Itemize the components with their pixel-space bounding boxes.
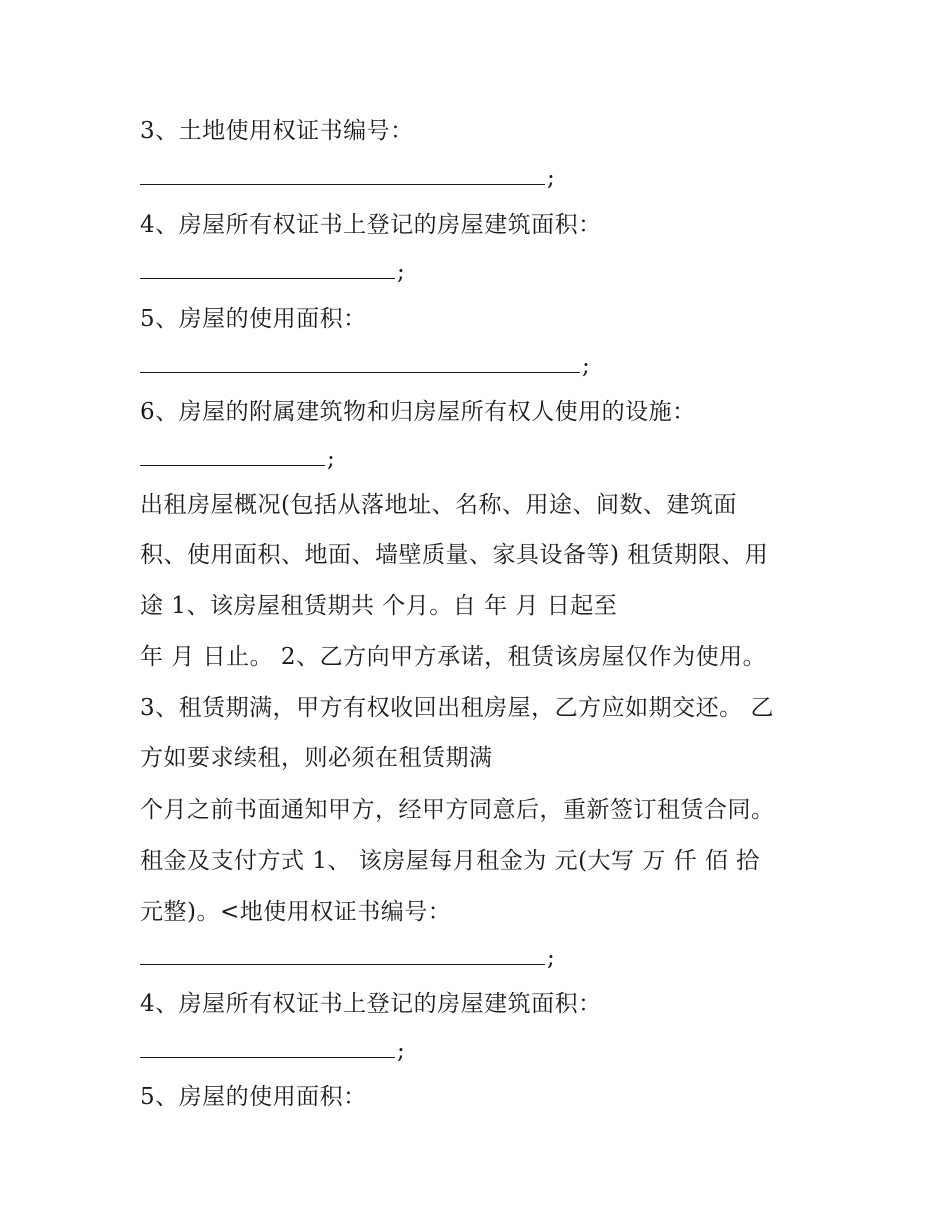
fill-in-blank-line xyxy=(140,942,555,973)
text-line: 6、房屋的附属建筑物和归房屋所有权人使用的设施： xyxy=(140,399,696,425)
paragraph-line: 积、使用面积、地面、墙壁质量、家具设备等) 租赁期限、用 xyxy=(140,542,769,568)
blank-underline xyxy=(140,256,395,279)
punctuation: ; xyxy=(397,1038,406,1064)
paragraph-line: 方如要求续租，则必须在租赁期满 xyxy=(140,745,493,771)
text-line: 5、房屋的使用面积： xyxy=(140,1084,367,1110)
fill-in-blank-line xyxy=(140,256,405,287)
paragraph-line: 途 1、该房屋租赁期共 个月。自 年 月 日起至 xyxy=(140,593,618,619)
blank-underline xyxy=(140,350,580,373)
punctuation: ; xyxy=(327,446,336,472)
blank-underline xyxy=(140,443,325,466)
paragraph-line: 个月之前书面通知甲方，经甲方同意后，重新签订租赁合同。 xyxy=(140,797,775,823)
paragraph-line: 出租房屋概况(包括从落地址、名称、用途、间数、建筑面 xyxy=(140,492,737,518)
text-line: 4、房屋所有权证书上登记的房屋建筑面积： xyxy=(140,212,602,238)
fill-in-blank-line xyxy=(140,1035,405,1066)
punctuation: ; xyxy=(547,165,556,191)
text-line: 3、土地使用权证书编号： xyxy=(140,118,414,144)
punctuation: ; xyxy=(397,259,406,285)
fill-in-blank-line xyxy=(140,443,335,474)
paragraph-line: 年 月 日止。 2、乙方向甲方承诺，租赁该房屋仅作为使用。 xyxy=(140,644,767,670)
paragraph-line: 租金及支付方式 1、 该房屋每月租金为 元(大写 万 仟 佰 拾 xyxy=(140,848,760,874)
punctuation: ; xyxy=(547,945,556,971)
paragraph-line: 3、租赁期满，甲方有权收回出租房屋，乙方应如期交还。 乙 xyxy=(140,695,774,721)
text-line: 4、房屋所有权证书上登记的房屋建筑面积： xyxy=(140,991,602,1017)
fill-in-blank-line xyxy=(140,162,555,193)
blank-underline xyxy=(140,162,545,185)
blank-underline xyxy=(140,1035,395,1058)
punctuation: ; xyxy=(582,353,591,379)
blank-underline xyxy=(140,942,545,965)
fill-in-blank-line xyxy=(140,350,590,381)
text-line: 5、房屋的使用面积： xyxy=(140,306,367,332)
paragraph-line: 元整)。<地使用权证书编号： xyxy=(140,899,452,925)
